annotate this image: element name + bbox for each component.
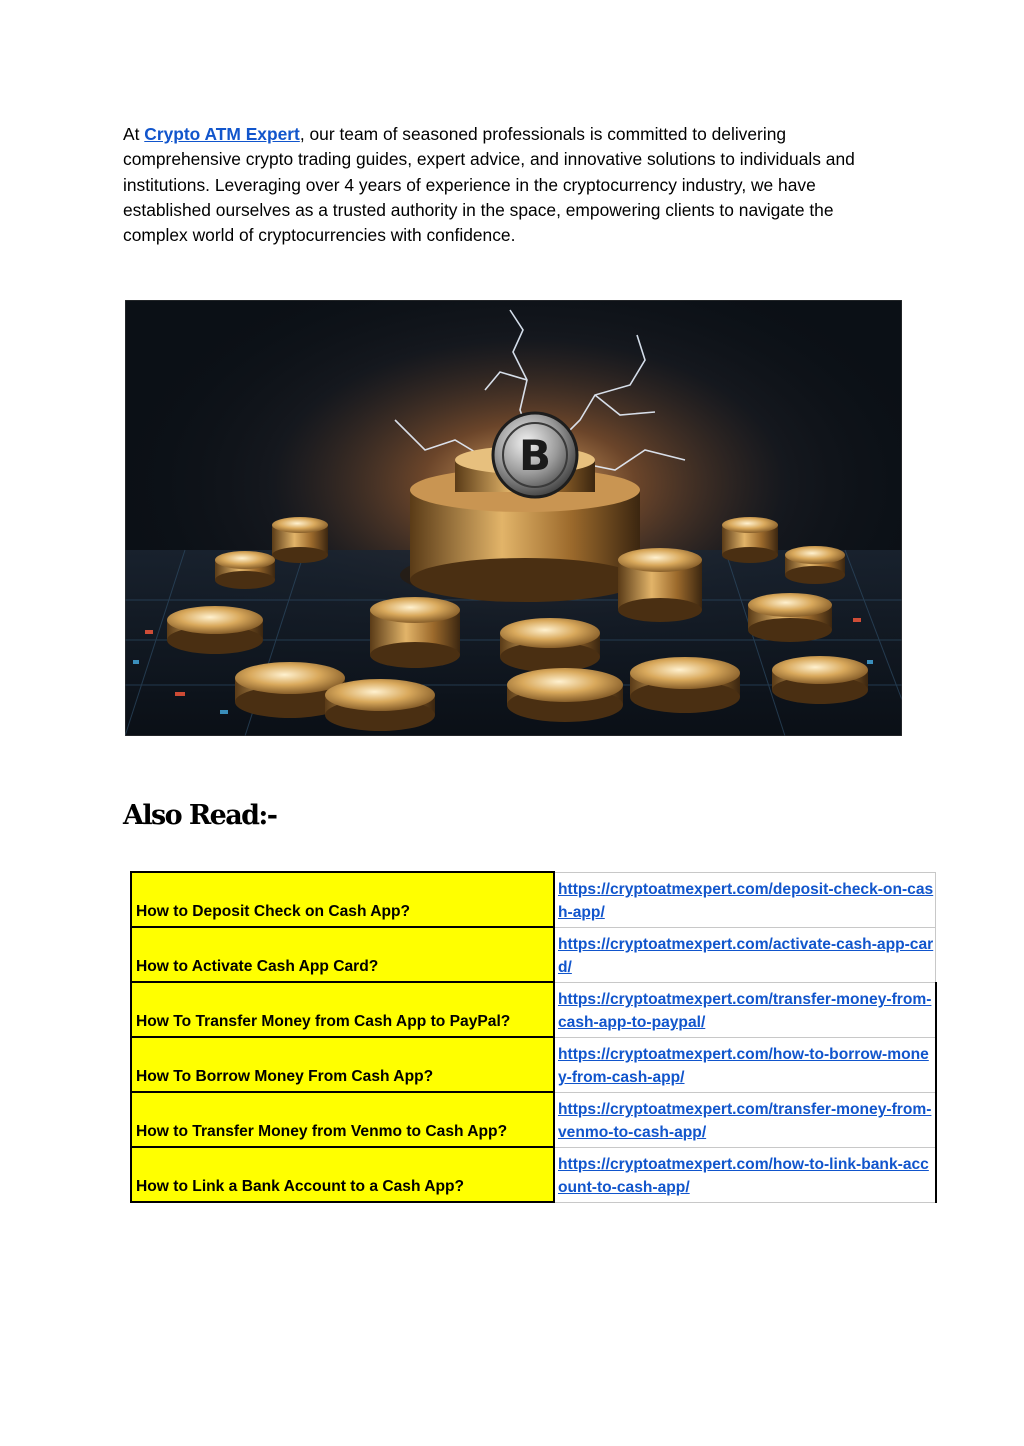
article-title: How to Link a Bank Account to a Cash App? [131, 1147, 554, 1202]
also-read-table [130, 871, 937, 1203]
article-url-cell [554, 1037, 936, 1092]
article-title: How To Transfer Money from Cash App to PayPal? [131, 982, 554, 1037]
article-link[interactable]: https://cryptoatmexpert.com/transfer-money-from-venmo-to-cash-app/ [558, 1101, 932, 1141]
intro-paragraph [123, 122, 903, 248]
hero-image [125, 300, 902, 736]
bitcoin-coins-illustration-icon [125, 300, 902, 736]
table-row [131, 1092, 936, 1147]
article-link[interactable]: https://cryptoatmexpert.com/deposit-check-on-cash-app/ [558, 881, 934, 921]
article-url-cell [554, 1147, 936, 1202]
article-title: How to Transfer Money from Venmo to Cash App? [131, 1092, 554, 1147]
article-link[interactable]: https://cryptoatmexpert.com/activate-cash-app-card/ [558, 936, 934, 976]
article-link[interactable]: https://cryptoatmexpert.com/transfer-money-from-cash-app-to-paypal/ [558, 991, 932, 1031]
intro-body: , our team of seasoned professionals is committed to delivering comprehensive crypto trading guides, expert advice, and innovative solutions to individuals and institutions. Leveraging over 4 years of experience in the cryptocurrency industry, we have established ourselves as a trusted authority in the space, empowering clients to navigate the complex world of cryptocurrencies with confidence. [123, 124, 855, 246]
crypto-atm-expert-link[interactable]: Crypto ATM Expert [144, 124, 300, 144]
article-title: How To Borrow Money From Cash App? [131, 1037, 554, 1092]
article-url-cell [554, 1092, 936, 1147]
article-url-cell [554, 872, 936, 927]
table-row [131, 982, 936, 1037]
also-read-heading: Also Read:- [123, 800, 277, 831]
article-url-cell [554, 982, 936, 1037]
article-title: How to Deposit Check on Cash App? [131, 872, 554, 927]
table-row [131, 927, 936, 982]
table-row [131, 1037, 936, 1092]
table-row [131, 1147, 936, 1202]
svg-text:B: B [518, 431, 552, 480]
article-url-cell [554, 927, 936, 982]
article-title: How to Activate Cash App Card? [131, 927, 554, 982]
table-row [131, 872, 936, 927]
intro-prefix: At [123, 124, 145, 144]
article-link[interactable]: https://cryptoatmexpert.com/how-to-link-bank-account-to-cash-app/ [558, 1156, 929, 1196]
article-link[interactable]: https://cryptoatmexpert.com/how-to-borrow-money-from-cash-app/ [558, 1046, 929, 1086]
